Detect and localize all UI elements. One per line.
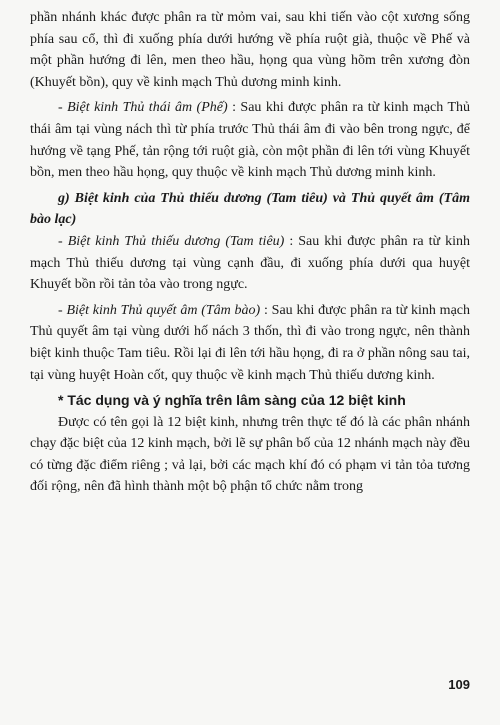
paragraph-text: Được có tên gọi là 12 biệt kinh, nhưng trên thực tế đó là các phân nhánh chạy đặc biệt của 12 kinh mạch, bởi lẽ sự phân bố của 12 nhánh mạch này đều có từng đặc điểm riêng ; vả lại, bởi các mạch khí đó có phạm vi tản tỏa tương đối rộng, nên đã hình thành một bộ phận tổ chức nằm trong: [30, 414, 470, 495]
paragraph-text: phần nhánh khác được phân ra từ mỏm vai, sau khi tiến vào cột xương sống phía sau cổ, thì đi xuống phía dưới hướng về phía ruột già, thuộc về Phế và một phần hướng đi lên, men theo hầu, họng qua vùng hõm trên xương đòn (Khuyết bồn), quy về kinh mạch Thủ dương minh kinh.: [30, 10, 470, 90]
section-heading-g: [30, 188, 470, 231]
paragraph-text: : Sau khi được phân ra từ kinh mạch Thủ thiếu dương tại vùng cạnh đầu, đi xuống phía dưới qua huyệt Khuyết bồn rồi tản tỏa vào trong ngực.: [30, 233, 470, 293]
paragraph-thu-thai-am: [30, 97, 470, 183]
page-number: 109: [448, 677, 470, 692]
paragraph-thu-thieu-duong: [30, 231, 470, 296]
paragraph-thu-quyet-am: [30, 300, 470, 386]
paragraph-clinical-body: [30, 412, 470, 498]
paragraph-lead: - Biệt kinh Thủ thái âm (Phế): [58, 100, 228, 116]
paragraph-continuation: [30, 7, 470, 93]
paragraph-lead: - Biệt kinh Thủ quyết âm (Tâm bào): [58, 302, 261, 318]
paragraph-lead: - Biệt kinh Thủ thiếu dương (Tam tiêu): [58, 233, 285, 249]
section-heading-text: * Tác dụng và ý nghĩa trên lâm sàng của 12 biệt kinh: [58, 392, 406, 409]
paragraph-text: : Sau khi được phân ra từ kinh mạch Thủ quyết âm tại vùng dưới hố nách 3 thốn, thì đi vào trong ngực, nên thành biệt kinh thuộc Tam tiêu. Rồi lại đi lên tới hầu họng, đi ra ở phần nông sau tai, tại vùng huyệt Hoàn cốt, quy thuộc về kinh mạch Thủ thiếu dương kinh.: [30, 302, 470, 383]
page-body: [30, 7, 470, 498]
paragraph-text: : Sau khi được phân ra từ kinh mạch Thủ thái âm tại vùng nách thì từ phía trước Thủ thái âm đi vào bên trong ngực, để hướng về tạng Phế, tản rộng tới ruột già, còn một phần đi lên tới vùng Khuyết bồn, men theo hầu họng, quy thuộc về kinh mạch Thủ dương minh kinh.: [30, 100, 471, 181]
section-heading-text: g) Biệt kinh của Thủ thiếu dương (Tam tiêu) và Thủ quyết âm (Tâm bào lạc): [30, 190, 470, 228]
section-heading-clinical: [30, 390, 470, 412]
